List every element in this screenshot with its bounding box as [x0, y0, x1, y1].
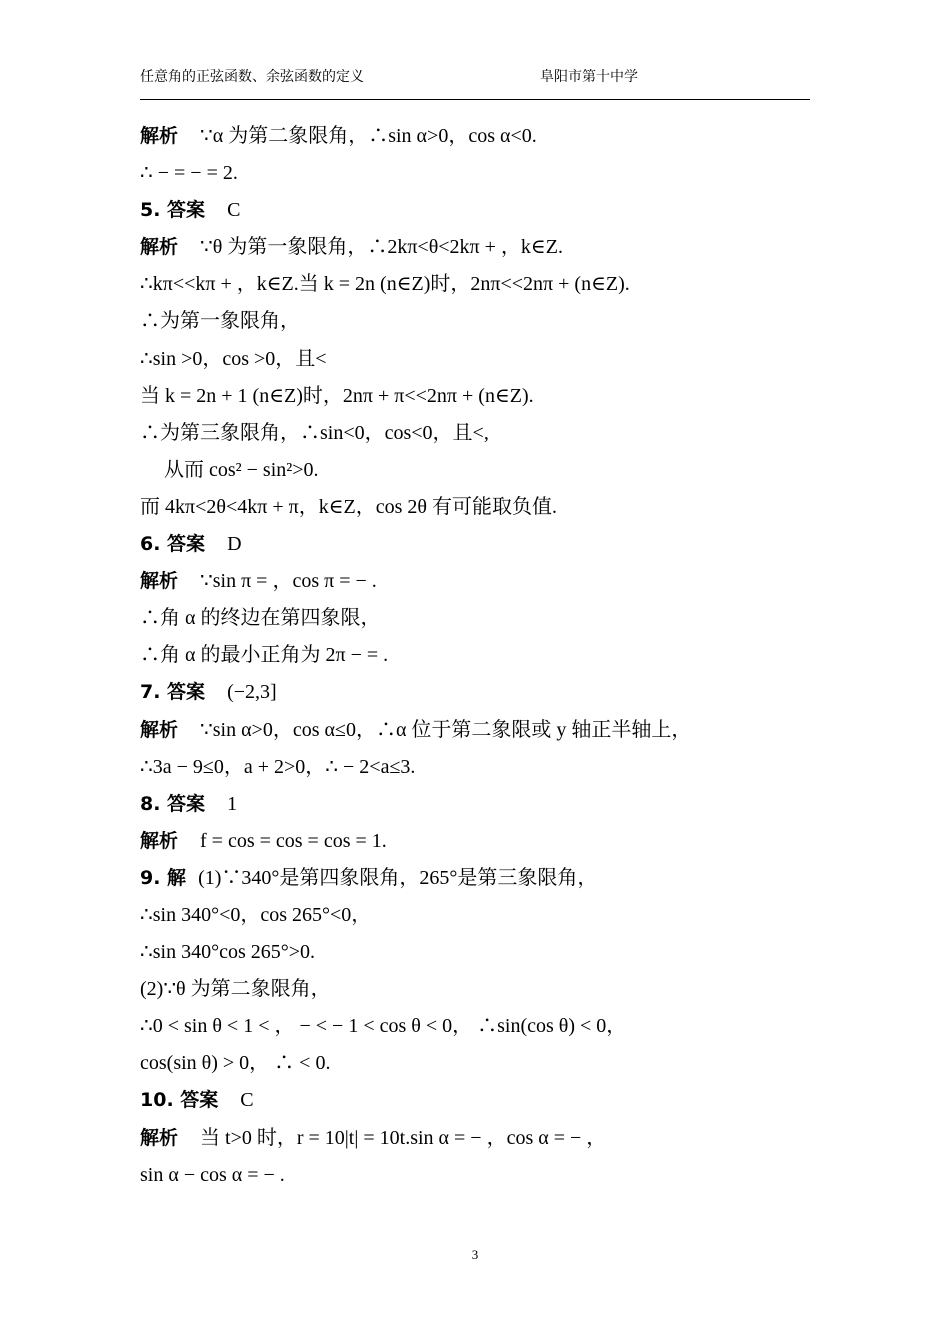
line-label: 6. 答案	[140, 533, 206, 556]
line-label: 7. 答案	[140, 681, 206, 704]
line-label: 8. 答案	[140, 792, 206, 815]
text-line	[140, 749, 810, 786]
line-text: 1	[227, 792, 238, 815]
header-school: 阜阳市第十中学	[540, 70, 638, 85]
line-text: ∴sin >0，cos >0，且<	[140, 347, 327, 370]
line-label: 10. 答案	[140, 1089, 219, 1112]
header-divider	[140, 99, 810, 100]
line-text: ∴sin 340°cos 265°>0.	[140, 941, 315, 964]
line-label: 解析	[140, 1126, 179, 1149]
line-text: ∵θ 为第一象限角，∴2kπ<θ<2kπ + ，k∈Z.	[200, 236, 563, 259]
solution-content	[140, 118, 810, 1194]
line-label: 9. 解	[140, 866, 187, 889]
text-line	[140, 229, 810, 266]
text-line	[140, 786, 810, 823]
text-line	[140, 674, 810, 711]
page-number: 3	[471, 1247, 479, 1262]
text-line	[140, 637, 810, 674]
text-line	[140, 118, 810, 155]
text-line	[140, 860, 810, 897]
text-line	[140, 712, 810, 749]
text-line	[140, 1045, 810, 1082]
line-text: 当 k = 2n + 1 (n∈Z)时，2nπ + π<<2nπ + (n∈Z).	[140, 384, 534, 407]
line-label: 解析	[140, 718, 179, 741]
text-line	[140, 1157, 810, 1194]
line-label: 解析	[140, 570, 179, 593]
line-text: (1)∵340°是第四象限角，265°是第三象限角，	[198, 866, 598, 889]
text-line	[140, 934, 810, 971]
line-text: ∵sin α>0，cos α≤0，∴α 位于第二象限或 y 轴正半轴上，	[200, 718, 692, 741]
line-text: ∴ − = − = 2.	[140, 162, 238, 185]
text-line	[140, 452, 810, 489]
text-line	[140, 266, 810, 303]
text-line	[140, 415, 810, 452]
line-text: sin α − cos α = − .	[140, 1163, 285, 1186]
line-text: (2)∵θ 为第二象限角，	[140, 978, 331, 1001]
line-text: ∴sin 340°<0，cos 265°<0，	[140, 903, 372, 926]
line-label: 5. 答案	[140, 199, 206, 222]
text-line	[140, 563, 810, 600]
line-text: ∵α 为第二象限角，∴sin α>0，cos α<0.	[200, 125, 537, 147]
line-text: C	[240, 1089, 254, 1112]
line-text: D	[227, 533, 242, 556]
text-line	[140, 600, 810, 637]
text-line	[140, 303, 810, 340]
line-text: 而 4kπ<2θ<4kπ + π，k∈Z，cos 2θ 有可能取负值.	[140, 495, 557, 518]
line-text: C	[227, 199, 241, 222]
header-title: 任意角的正弦函数、余弦函数的定义	[140, 70, 364, 85]
line-label: 解析	[140, 829, 179, 852]
text-line	[140, 341, 810, 378]
line-text: ∴为第一象限角，	[140, 310, 300, 333]
line-text: ∴角 α 的终边在第四象限，	[140, 607, 381, 630]
text-line	[140, 489, 810, 526]
line-text: ∴为第三象限角，∴sin<0，cos<0，且<,	[140, 421, 489, 444]
text-line	[140, 1008, 810, 1045]
line-text: (−2,3]	[227, 681, 277, 704]
text-line	[140, 1082, 810, 1119]
line-label: 解析	[140, 236, 179, 259]
text-line	[140, 155, 810, 192]
text-line	[140, 823, 810, 860]
line-text: 从而 cos² − sin²>0.	[164, 458, 319, 481]
line-label: 解析	[140, 125, 179, 147]
line-text: ∴角 α 的最小正角为 2π − = .	[140, 644, 389, 667]
line-text: cos(sin θ) > 0， ∴ < 0.	[140, 1052, 331, 1075]
line-text: ∴0 < sin θ < 1 < ， − < − 1 < cos θ < 0， ∴sin(cos θ) < 0，	[140, 1015, 627, 1038]
line-text: ∴kπ<<kπ + ，k∈Z.当 k = 2n (n∈Z)时，2nπ<<2nπ + (n∈Z).	[140, 273, 630, 296]
text-line	[140, 526, 810, 563]
line-text: ∵sin π = ，cos π = − .	[200, 570, 377, 593]
line-text: ∴3a − 9≤0，a + 2>0，∴ − 2<a≤3.	[140, 755, 416, 778]
text-line	[140, 971, 810, 1008]
text-line	[140, 1120, 810, 1157]
text-line	[140, 378, 810, 415]
line-text: 当 t>0 时，r = 10|t| = 10t.sin α = − ，cos α = − ，	[200, 1126, 607, 1149]
text-line	[140, 192, 810, 229]
line-text: f = cos = cos = cos = 1.	[200, 829, 387, 852]
text-line	[140, 897, 810, 934]
